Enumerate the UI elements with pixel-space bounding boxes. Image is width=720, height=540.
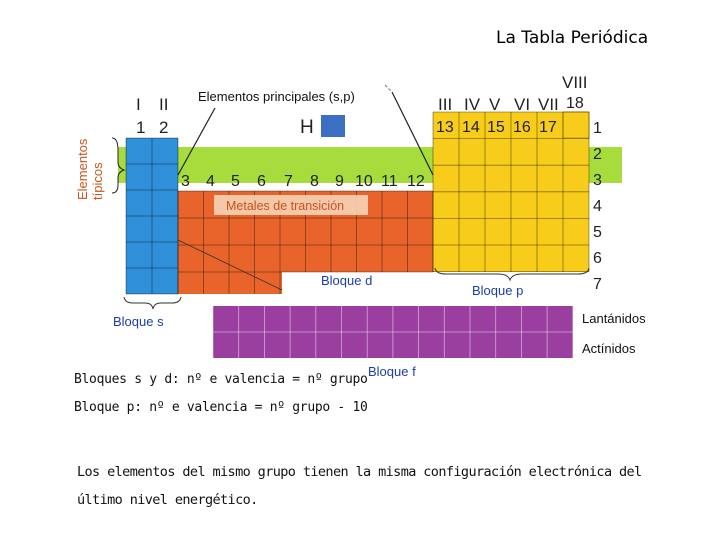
group-configuration-paragraph: Los elementos del mismo grupo tienen la misma configuración electrónica del último nivel energético. [77, 464, 642, 508]
period-number: 2 [593, 146, 602, 163]
s-d-valence-note: Bloques s y d: nº e valencia = nº grupo [74, 372, 368, 387]
group-roman-right: VI [514, 95, 531, 114]
typical-label-2: típicos [90, 162, 105, 200]
group-number-right: 15 [487, 119, 505, 136]
transition-group-number: 10 [355, 173, 373, 190]
transition-group-number: 9 [335, 173, 344, 190]
lanthanides-label: Lantánidos [582, 311, 646, 326]
group-roman-right: V [489, 95, 501, 114]
period-number: 5 [593, 224, 602, 241]
group-number-right: 16 [513, 119, 531, 136]
principal-elements-label: Elementos principales (s,p) [198, 89, 355, 104]
transition-group-number: 4 [206, 173, 215, 190]
group-number-2: 2 [159, 118, 169, 137]
block-s-label: Bloque s [113, 314, 164, 329]
page-title: La Tabla Periódica [496, 28, 649, 48]
transition-metals-label: Metales de transición [226, 199, 345, 213]
group-number-1: 1 [136, 118, 146, 137]
transition-group-number: 5 [231, 173, 240, 190]
transition-group-number: 12 [407, 173, 425, 190]
group-number-right: 14 [462, 119, 480, 136]
group-number-right: 13 [436, 119, 454, 136]
helium-cell [563, 112, 589, 138]
group-number-18: 18 [566, 95, 584, 112]
block-p-label: Bloque p [472, 283, 524, 298]
principal-dashed-right [385, 85, 392, 92]
period-number: 3 [593, 172, 602, 189]
actinides-label: Actínidos [582, 341, 636, 356]
transition-group-number: 3 [181, 173, 190, 190]
block-d-label: Bloque d [321, 273, 373, 288]
block-f-label: Bloque f [368, 364, 416, 379]
group-roman-2: II [159, 95, 169, 114]
group-roman-right: IV [464, 95, 481, 114]
hydrogen-symbol: H [300, 117, 314, 138]
transition-group-number: 8 [310, 173, 319, 190]
block-s-bracket [124, 297, 181, 309]
group-roman-right: III [438, 95, 453, 114]
period-number: 7 [593, 276, 602, 293]
transition-group-number: 6 [257, 173, 266, 190]
transition-group-number: 11 [381, 173, 398, 190]
period-number: 6 [593, 250, 602, 267]
group-roman-viii: VIII [562, 73, 588, 92]
group-roman-right: VII [538, 95, 559, 114]
p-valence-note: Bloque p: nº e valencia = nº grupo - 10 [74, 400, 368, 415]
period-number: 1 [593, 120, 602, 137]
period-number: 4 [593, 198, 602, 215]
group-roman-1: I [136, 95, 141, 114]
typical-label-1: Elementos [75, 138, 90, 200]
transition-group-number: 7 [284, 173, 293, 190]
group-number-right: 17 [539, 119, 557, 136]
hydrogen-square [321, 115, 345, 137]
